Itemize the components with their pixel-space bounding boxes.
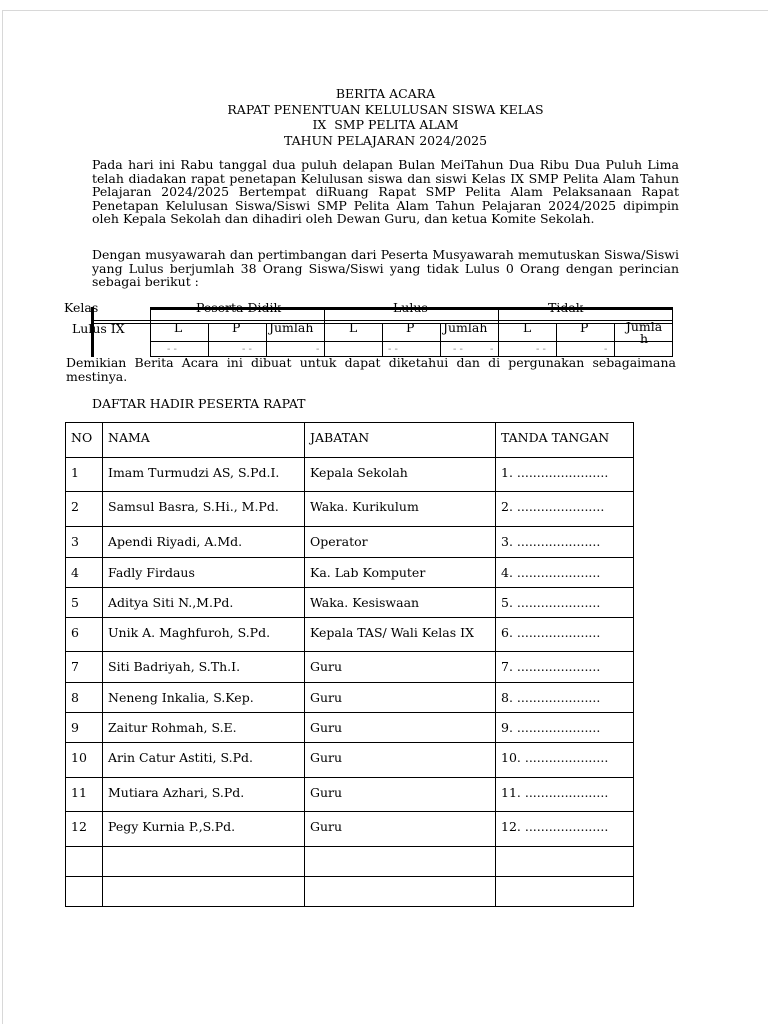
sub-l: L (349, 320, 358, 335)
member-name: Unik A. Maghfuroh, S.Pd. (103, 618, 305, 652)
sub-p: P (232, 320, 241, 335)
member-name: Mutiara Azhari, S.Pd. (103, 778, 305, 812)
sub-jumlah: Jumlah (269, 320, 314, 335)
row-number: 9 (66, 713, 103, 743)
signature-line: 4. ..................... (496, 558, 634, 588)
member-position: Operator (305, 527, 496, 558)
row-number: 1 (66, 458, 103, 492)
member-position: Ka. Lab Komputer (305, 558, 496, 588)
signature-line (496, 877, 634, 907)
row-number: 11 (66, 778, 103, 812)
closing-paragraph: Demikian Berita Acara ini dibuat untuk dapat diketahui dan di pergunakan sebagaimana mestinya. (66, 355, 676, 384)
attendance-row (66, 877, 634, 907)
attendance-row (66, 492, 634, 527)
row-number: 3 (66, 527, 103, 558)
member-position: Guru (305, 778, 496, 812)
row-number: 8 (66, 683, 103, 713)
member-position: Guru (305, 683, 496, 713)
member-position: Guru (305, 743, 496, 778)
signature-line: 9. ..................... (496, 713, 634, 743)
sub-jumlah: Jumla h (625, 319, 663, 346)
signature-line: 11. ..................... (496, 778, 634, 812)
row-number: 2 (66, 492, 103, 527)
member-position: Guru (305, 812, 496, 847)
signature-line: 12. ..................... (496, 812, 634, 847)
row-number: 10 (66, 743, 103, 778)
value-cell: - - (536, 344, 546, 355)
member-position: Kepala TAS/ Wali Kelas IX (305, 618, 496, 652)
row-number: 4 (66, 558, 103, 588)
row-label-lulus-ix: Lulus IX (72, 321, 125, 336)
attendance-row (66, 618, 634, 652)
member-name: Samsul Basra, S.Hi., M.Pd. (103, 492, 305, 527)
decision-paragraph: Dengan musyawarah dan pertimbangan dari Peserta Musyawarah memutuskan Siswa/Siswi yang Lulus berjumlah 38 Orang Siswa/Siswi yang tidak Lulus 0 Orang dengan perincian sebagai berikut : (92, 247, 679, 289)
value-cell: - - (453, 344, 463, 355)
member-position: Kepala Sekolah (305, 458, 496, 492)
attendance-row (66, 743, 634, 778)
member-position: Waka. Kurikulum (305, 492, 496, 527)
attendance-row (66, 713, 634, 743)
member-name: Aditya Siti N.,M.Pd. (103, 588, 305, 618)
graduation-summary-table (64, 300, 676, 358)
opening-paragraph: Pada hari ini Rabu tanggal dua puluh delapan Bulan MeiTahun Dua Ribu Dua Puluh Lima telah diadakan rapat penetapan Kelulusan siswa dan siswi Kelas IX SMP Pelita Alam Tahun Pelajaran 2024/2025 Bertempat diRuang Rapat SMP Pelita Alam Pelaksanaan Rapat Penetapan Kelulusan Siswa/Siswi SMP Pelita Alam Tahun Pelajaran 2024/2025 dipimpin oleh Kepala Sekolah dan dihadiri oleh Dewan Guru, dan ketua Komite Sekolah. (92, 157, 679, 226)
sub-jumlah: Jumlah (443, 320, 488, 335)
signature-line: 6. ..................... (496, 618, 634, 652)
title-line-4: TAHUN PELAJARAN 2024/2025 (283, 132, 488, 148)
member-name: Fadly Firdaus (103, 558, 305, 588)
row-number (66, 877, 103, 907)
row-number: 7 (66, 652, 103, 683)
title-line-3: IX SMP PELITA ALAM (312, 117, 459, 132)
signature-line: 10. ..................... (496, 743, 634, 778)
value-cell: - - (388, 344, 398, 355)
value-cell: - (604, 344, 608, 355)
title-line-2: RAPAT PENENTUAN KELULUSAN SISWA KELAS (227, 101, 544, 117)
member-name: Neneng Inkalia, S.Kep. (103, 683, 305, 713)
member-name: Imam Turmudzi AS, S.Pd.I. (103, 458, 305, 492)
group-lulus: Lulus (393, 300, 428, 315)
attendance-header-row (66, 423, 634, 458)
member-position: Guru (305, 713, 496, 743)
member-name: Siti Badriyah, S.Th.I. (103, 652, 305, 683)
member-position (305, 847, 496, 877)
attendance-title: DAFTAR HADIR PESERTA RAPAT (92, 396, 306, 411)
header-tanda-tangan: TANDA TANGAN (496, 423, 634, 458)
document-title (92, 86, 679, 148)
member-name: Pegy Kurnia P.,S.Pd. (103, 812, 305, 847)
attendance-body (66, 458, 634, 907)
attendance-row (66, 652, 634, 683)
sub-p: P (580, 320, 589, 335)
sub-l: L (174, 320, 183, 335)
attendance-row (66, 588, 634, 618)
title-line-1: BERITA ACARA (335, 86, 436, 101)
member-position: Guru (305, 652, 496, 683)
attendance-row (66, 458, 634, 492)
attendance-row (66, 558, 634, 588)
row-number (66, 847, 103, 877)
value-cell: - - (167, 344, 177, 355)
signature-line: 3. ..................... (496, 527, 634, 558)
row-number: 5 (66, 588, 103, 618)
attendance-row (66, 778, 634, 812)
header-jabatan: JABATAN (305, 423, 496, 458)
member-position (305, 877, 496, 907)
attendance-row (66, 812, 634, 847)
value-cell: - (490, 344, 494, 355)
attendance-table (65, 422, 634, 907)
kelas-label: Kelas (64, 300, 99, 315)
value-cell: - (316, 344, 320, 355)
member-name: Apendi Riyadi, A.Md. (103, 527, 305, 558)
member-name: Zaitur Rohmah, S.E. (103, 713, 305, 743)
attendance-row (66, 683, 634, 713)
signature-line: 7. ..................... (496, 652, 634, 683)
group-peserta-didik: Peserta Didik (196, 300, 282, 315)
signature-line (496, 847, 634, 877)
sub-l: L (523, 320, 532, 335)
header-no: NO (66, 423, 103, 458)
member-name (103, 847, 305, 877)
attendance-row (66, 527, 634, 558)
signature-line: 1. ....................... (496, 458, 634, 492)
signature-line: 5. ..................... (496, 588, 634, 618)
member-position: Waka. Kesiswaan (305, 588, 496, 618)
group-tidak: Tidak (548, 300, 584, 315)
value-cell: - - (242, 344, 252, 355)
signature-line: 8. ..................... (496, 683, 634, 713)
attendance-row (66, 847, 634, 877)
row-number: 12 (66, 812, 103, 847)
signature-line: 2. ...................... (496, 492, 634, 527)
member-name (103, 877, 305, 907)
row-number: 6 (66, 618, 103, 652)
sub-p: P (406, 320, 415, 335)
member-name: Arin Catur Astiti, S.Pd. (103, 743, 305, 778)
header-nama: NAMA (103, 423, 305, 458)
